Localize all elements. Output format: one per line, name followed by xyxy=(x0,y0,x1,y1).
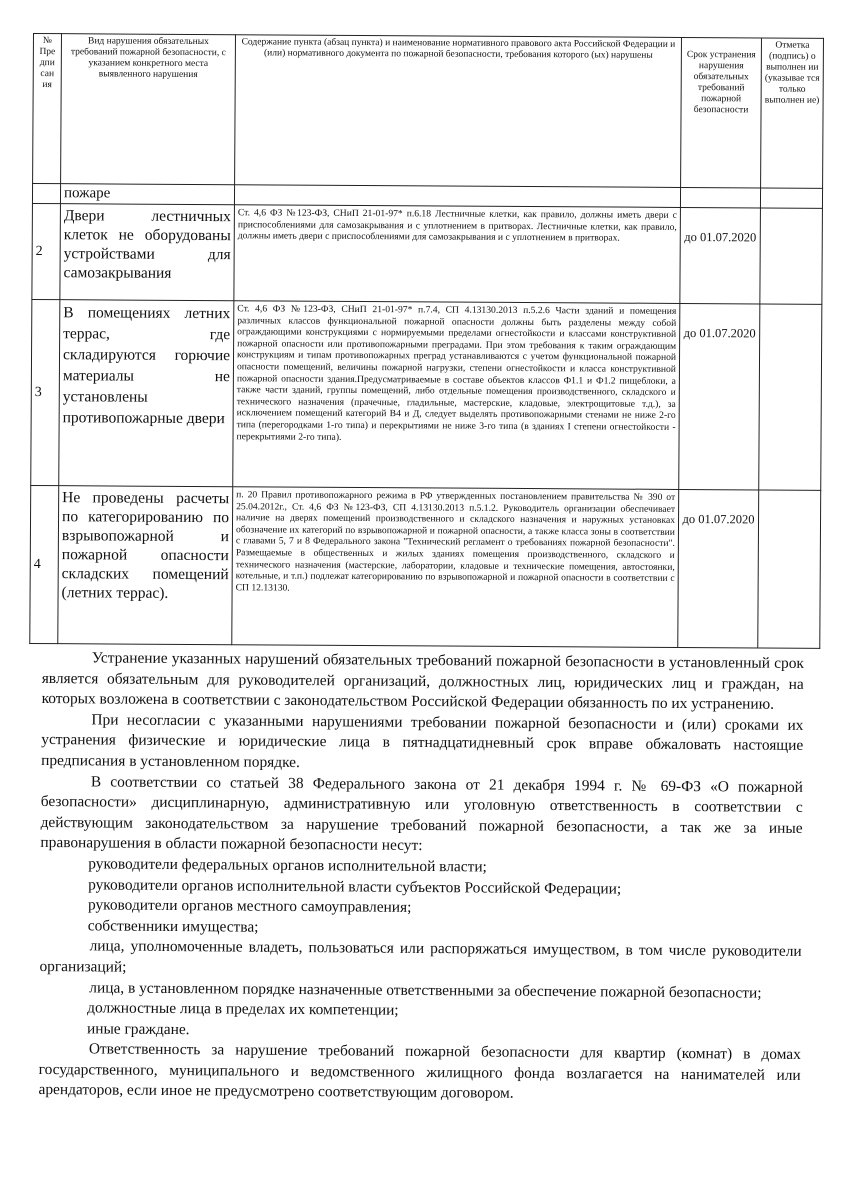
continuation-num-cell xyxy=(32,184,60,204)
continuation-term-cell xyxy=(680,187,760,207)
header-completion-mark: Отметка (подпись) о выполнен ии (указывае тся только выполнен ие) xyxy=(761,38,824,188)
row-number: 4 xyxy=(30,485,59,643)
completion-mark xyxy=(760,208,823,304)
list-item: иные граждане. xyxy=(86,1020,190,1038)
body-text xyxy=(38,648,804,1107)
header-regulation-content: Содержание пункта (абзац пункта) и наименование нормативного правового акта Российской Федерации и (или) нормативного документа по пожарной безопасности, требования которого (ых) нарушены xyxy=(235,35,682,188)
table-row xyxy=(32,203,823,304)
completion-mark xyxy=(758,490,821,648)
continuation-content-cell xyxy=(234,185,680,208)
list-item: лица, уполномоченные владеть, пользоваться или распоряжаться имуществом, в том числе руководители организаций; xyxy=(39,937,802,976)
deadline: до 01.07.2020 xyxy=(680,207,761,303)
row-number: 2 xyxy=(32,203,61,299)
violation-type: В помещениях летних террас, где складируются горючие материалы не установлены противопожарные двери xyxy=(59,300,234,487)
paragraph-elimination: Устранение указанных нарушений обязательных требований пожарной безопасности в установленный срок является обязательным для руководителей организаций, должностных лиц, юридических лиц и граждан, на которых возложена в соответствии с законодательством Российской Федерации обязанность по их устранению. xyxy=(41,649,804,713)
list-item: лица, в установленном порядке назначенные ответственными за обеспечение пожарной безопасности; xyxy=(89,978,762,1002)
paragraph-appeal: При несогласии с указанными нарушениями требовании пожарной безопасности и (или) сроками их устранения физические и юридические лица в пятнадцатидневный срок вправе обжаловать настоящие предписания в установленном порядке. xyxy=(41,711,804,771)
deadline: до 01.07.2020 xyxy=(678,489,759,647)
header-violation-type: Вид нарушения обязательных требований пожарной безопасности, с указанием конкретного места выявленного нарушения xyxy=(61,34,236,185)
list-item: должностные лица в пределах их компетенции; xyxy=(87,999,399,1019)
continuation-mark-cell xyxy=(760,188,822,208)
paragraph-liability: В соответствии со статьей 38 Федерального закона от 21 декабря 1994 г. № 69-ФЗ «О пожарной безопасности» дисциплинарную, административную или уголовную ответственность в соответствии с действующим законодательством за нарушение требований пожарной безопасности, а так же за иные правонарушения в области пожарной безопасности несут: xyxy=(40,772,803,855)
header-deadline: Срок устранения нарушения обязательных требований пожарной безопасности xyxy=(681,37,762,187)
regulation-content: п. 20 Правил противопожарного режима в РФ утвержденных постановлением правительства № 390 от 25.04.2012г., Ст. 4,6 ФЗ №123-ФЗ, СП 4.13130.2013 п.5.1.2. Руководитель организации обеспечивает наличие на дверях помещений производственного и складского назначения и наружных установках обозначение их категорий по взрывопожарной и пожарной опасности, а также класса зоны в соответствии с главами 5, 7 и 8 Федерального закона "Технический регламент о требованиях пожарной безопасности". Размещаемые в общественных и жилых зданиях помещения производственного, складского и технического назначения (мастерские, лаборатории, кладовые и технические помещения, автостоянки, котельные, и т.п.) подлежат категорированию по взрывопожарной и пожарной опасности в соответствии с СП 12.13130. xyxy=(232,487,679,648)
violations-table xyxy=(29,33,824,649)
completion-mark xyxy=(759,304,822,490)
deadline: до 01.07.2020 xyxy=(679,303,760,489)
list-item: руководители федеральных органов исполнительной власти; xyxy=(88,855,487,876)
violation-type: Не проведены расчеты по категорированию по взрывопожарной и пожарной опасности складских помещений (летних террас). xyxy=(58,486,233,645)
table-row xyxy=(31,299,822,490)
row-number: 3 xyxy=(31,299,60,485)
table-row xyxy=(30,485,821,648)
regulation-content: Ст. 4,6 ФЗ №123-ФЗ, СНиП 21-01-97* п.7.4, СП 4.13130.2013 п.5.2.6 Части зданий и помещения различных классов функциональной пожарной опасности должны быть разделены между собой ограждающими конструкциями с нормируемыми пределами огнестойкости и классами конструктивной пожарной опасности или противопожарными преградами. При этом требования к таким ограждающим конструкциям и типам противопожарных преград устанавливаются с учетом функциональной пожарной опасности помещений, величины пожарной нагрузки, степени огнестойкости и класса конструктивной пожарной опасности здания.Предусматриваемые в составе объектов классов Ф1.1 и Ф1.2 пищеблоки, а также части зданий, группы помещений, либо отдельные помещения производственного, складского и технического назначения (прачечные, гладильные, мастерские, кладовые, электрощитовые т.д.), за исключением помещений категорий В4 и Д, следует выделять противопожарными стенами не ниже 2-го типа (перегородками 1-го типа) и перекрытиями не ниже 3-го типа (в зданиях I степени огнестойкости - перекрытиями 2-го типа). xyxy=(233,301,680,490)
continuation-text: пожаре xyxy=(60,184,234,205)
violation-type: Двери лестничных клеток не оборудованы устройствами для самозакрывания xyxy=(60,204,235,301)
paragraph-housing-responsibility: Ответственность за нарушение требований пожарной безопасности для квартир (комнат) в домах государственного, муниципального и ведомственного жилищного фонда возлагается на нанимателей или арендаторов, если иное не предусмотрено соответствующим договором. xyxy=(38,1040,801,1103)
list-item: собственники имущества; xyxy=(87,917,259,936)
table-header-row xyxy=(33,34,824,189)
list-item: руководители органов местного самоуправления; xyxy=(87,896,412,917)
list-item: руководители органов исполнительной власти субъектов Российской Федерации; xyxy=(88,875,622,898)
regulation-content: Ст. 4,6 ФЗ №123-ФЗ, СНиП 21-01-97* п.6.18 Лестничные клетки, как правило, должны иметь двери с приспособлениями для самозакрывания и с уплотнением в притворах. Лестничные клетки, как правило, должны иметь двери с приспособлениями для самозакрывания и с уплотнением в притворах. xyxy=(234,205,681,304)
header-num: № Пре дпи сан ия xyxy=(33,34,62,184)
